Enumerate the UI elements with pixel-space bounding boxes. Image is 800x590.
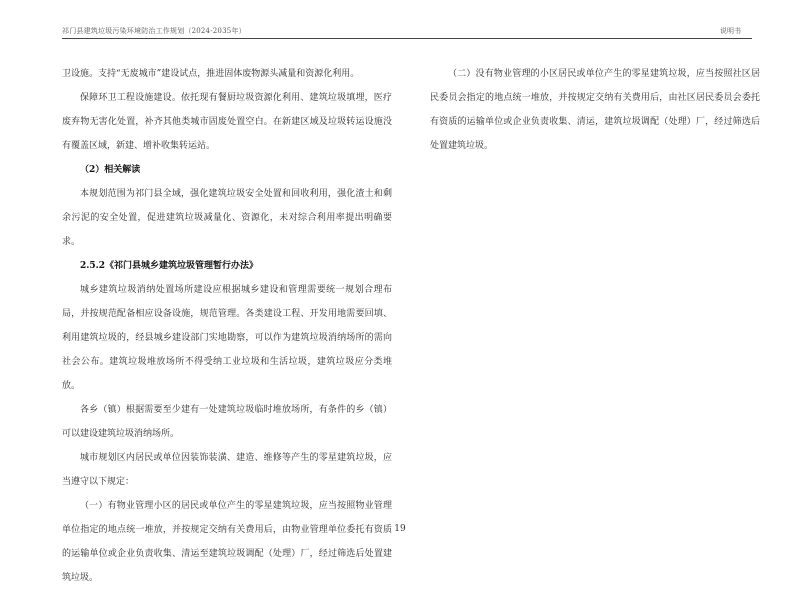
paragraph: 本规划范围为祁门县全域，强化建筑垃圾安全处置和回收利用，强化渣土和剩余污泥的安全处置，促进建筑垃圾减量化、资源化，未对综合利用率提出明确要求。 [62, 189, 392, 247]
paragraph: 保障环卫工程设施建设。依托现有餐厨垃圾资源化利用、建筑垃圾填埋，医疗废弃物无害化处置，补齐其他类城市固废处置空白。在新建区域及垃圾转运设施没有覆盖区域，新建、增补收集转运站。 [62, 93, 392, 151]
document-type-label: 说明书 [720, 27, 741, 35]
paragraph: 城市规划区内居民或单位因装饰装潢、建造、维修等产生的零星建筑垃圾，应当遵守以下规定： [62, 453, 392, 487]
section-heading: 2.5.2《祁门县城乡建筑垃圾管理暂行办法》 [80, 261, 259, 271]
paragraph: 城乡建筑垃圾消纳处置场所建设应根据城乡建设和管理需要统一规划合理布局，并按规范配备相应设备设施，规范管理。各类建设工程、开发用地需要回填、利用建筑垃圾的，经县城乡建设部门实地勘察，可以作为建筑垃圾消纳场所的需向社会公布。建筑垃圾堆放场所不得受纳工业垃圾和生活垃圾，建筑垃圾应分类堆放。 [62, 285, 392, 391]
paragraph: 各乡（镇）根据需要至少建有一处建筑垃圾临时堆放场所，有条件的乡（镇）可以建设建筑垃圾消纳场所。 [62, 405, 392, 439]
right-column [430, 62, 760, 158]
header-divider [62, 38, 752, 39]
paragraph: （二）没有物业管理的小区居民或单位产生的零星建筑垃圾，应当按照社区居民委员会指定的地点统一堆放，并按规定交纳有关费用后，由社区居民委员会委托有资质的运输单位或企业负责收集、清运，建筑垃圾调配（处理）厂，经过筛选后处置建筑垃圾。 [430, 69, 760, 151]
page-number: 19 [394, 524, 406, 534]
section-heading: （2）相关解读 [80, 165, 141, 175]
paragraph: （一）有物业管理小区的居民或单位产生的零星建筑垃圾，应当按照物业管理单位指定的地点统一堆放，并按规定交纳有关费用后，由物业管理单位委托有资质的运输单位或企业负责收集、清运至建筑垃圾调配（处理）厂，经过筛选后处置建筑垃圾。 [62, 501, 392, 583]
document-title-header: 祁门县建筑垃圾污染环境防治工作规划（2024-2035年） [62, 27, 246, 35]
paragraph: 卫设施。支持“无废城市”建设试点，推进固体废物源头减量和资源化利用。 [62, 69, 360, 79]
left-column [62, 62, 392, 590]
